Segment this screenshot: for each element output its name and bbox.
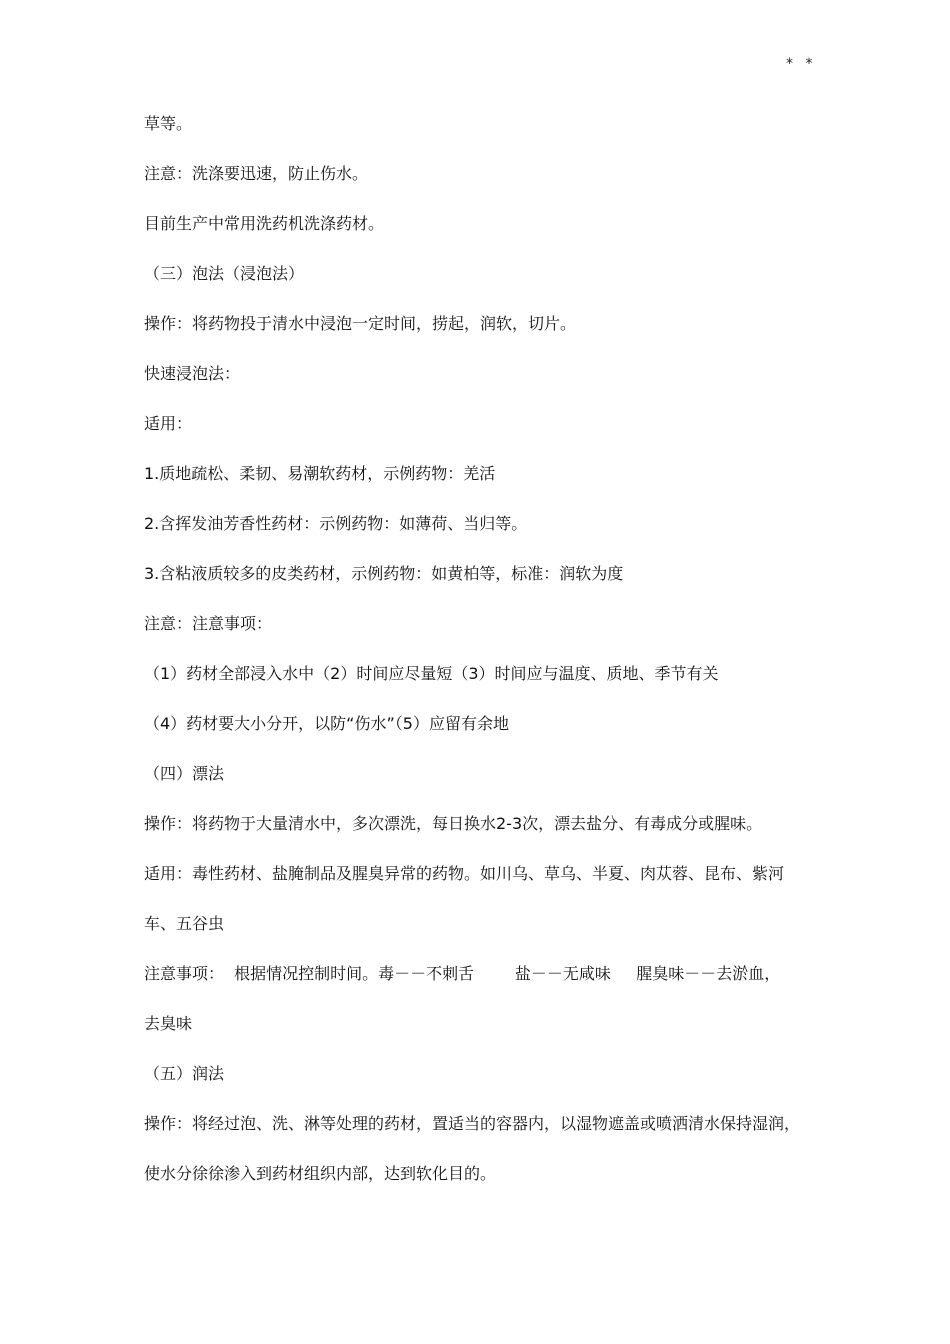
paragraph-line: 操作：将经过泡、洗、淋等处理的药材，置适当的容器内，以湿物遮盖或喷洒清水保持湿润， (144, 1114, 801, 1133)
paragraph-line: 去臭味 (144, 1014, 193, 1033)
paragraph-line: 草等。 (144, 114, 193, 133)
section-heading: （五）润法 (144, 1064, 225, 1083)
paragraph-line: 注意：洗涤要迅速，防止伤水。 (144, 164, 369, 183)
paragraph-line: （1）药材全部浸入水中（2）时间应尽量短（3）时间应与温度、质地、季节有关 (144, 664, 719, 683)
list-item: 1.质地疏松、柔韧、易潮软药材，示例药物：羌活 (144, 464, 496, 483)
paragraph-line: 注意：注意事项： (144, 614, 273, 633)
paragraph-line: 适用： (144, 414, 193, 433)
paragraph-line: 操作：将药物于大量清水中，多次漂洗，每日换水2-3次，漂去盐分、有毒成分或腥味。 (144, 814, 763, 833)
paragraph-line: （4）药材要大小分开，以防“伤水”（5）应留有余地 (144, 714, 509, 733)
paragraph-line: 注意事项： 根据情况控制时间。毒－－不刺舌 盐－－无咸味 腥臭味－－去淤血， (144, 964, 781, 983)
paragraph-line: 车、五谷虫 (144, 914, 225, 933)
section-heading: （四）漂法 (144, 764, 225, 783)
list-item: 3.含粘液质较多的皮类药材，示例药物：如黄柏等，标准：润软为度 (144, 564, 624, 583)
section-heading: （三）泡法（浸泡法） (144, 264, 305, 283)
page-header-mark: * * (786, 56, 817, 72)
list-item: 2.含挥发油芳香性药材：示例药物：如薄荷、当归等。 (144, 514, 528, 533)
paragraph-line: 适用：毒性药材、盐腌制品及腥臭异常的药物。如川乌、草乌、半夏、肉苁蓉、昆布、紫河 (144, 864, 785, 883)
paragraph-line: 操作：将药物投于清水中浸泡一定时间，捞起，润软，切片。 (144, 314, 577, 333)
paragraph-line: 使水分徐徐渗入到药材组织内部，达到软化目的。 (144, 1164, 497, 1183)
paragraph-line: 目前生产中常用洗药机洗涤药材。 (144, 214, 385, 233)
document-body (144, 110, 824, 1210)
paragraph-line: 快速浸泡法： (144, 364, 241, 383)
